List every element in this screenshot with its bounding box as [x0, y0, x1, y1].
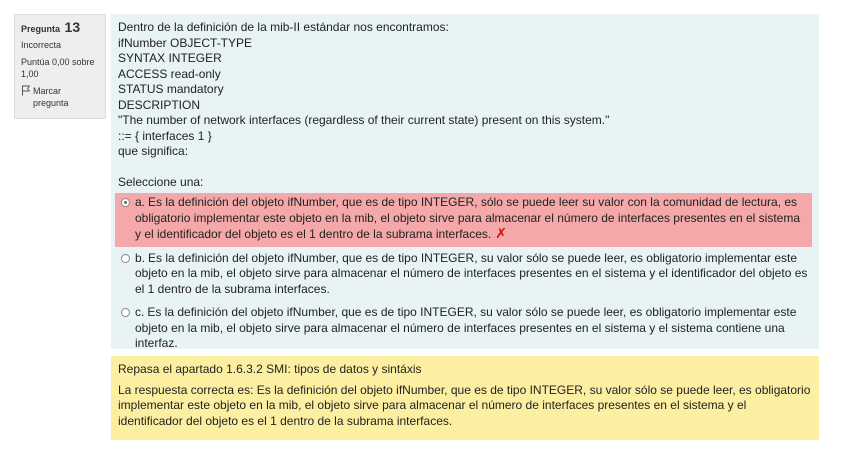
question-state: Incorrecta: [21, 40, 62, 50]
answer-options: [118, 193, 812, 356]
question-text: [118, 20, 812, 160]
option-text: Es la definición del objeto ifNumber, que es de tipo INTEGER, su valor sólo se puede leer, es obligatorio implementar este objeto en la mib, el objeto sirve para almacenar el número de interfaces presentes en el sistema y el sistema contiene una interfaz.: [135, 305, 797, 350]
answer-option-text: [135, 195, 809, 243]
question-feedback: [111, 356, 819, 440]
radio-button-c[interactable]: [121, 308, 130, 317]
answer-prompt: Seleccione una:: [118, 174, 204, 189]
question-text-line: DESCRIPTION: [118, 97, 201, 112]
radio-button-b[interactable]: [121, 254, 130, 263]
answer-option-c[interactable]: [118, 303, 812, 356]
answer-option-a[interactable]: [115, 193, 812, 247]
question-info-panel: [14, 14, 106, 119]
question-text-line: Dentro de la definición de la mib-II estándar nos encontramos:: [118, 20, 449, 34]
question-text-line: que significa:: [118, 144, 189, 158]
answer-option-text: [135, 305, 809, 352]
question-grade: Puntúa 0,00 sobre 1,00: [21, 57, 95, 79]
answer-option-text: [135, 251, 809, 298]
flag-icon: [21, 85, 31, 96]
incorrect-cross-icon: ✗: [495, 225, 507, 241]
option-text: Es la definición del objeto ifNumber, que es de tipo INTEGER, sólo se puede leer su valor con la comunidad de lectura, es obligatorio implementar este objeto en la mib, el objeto sirve para almacenar el número de interfaces presentes en el sistema y el identificador del objeto es el 1 dentro de la subrama interfaces.: [135, 195, 801, 241]
question-number: [21, 21, 99, 35]
question-text-line: ACCESS read-only: [118, 66, 221, 81]
flag-question-link[interactable]: [21, 85, 99, 109]
right-answer: La respuesta correcta es: Es la definición del objeto ifNumber, que es de tipo INTEGER, su valor sólo se puede leer, es obligatorio implementar este objeto en la mib, el objeto sirve para almacenar el número de interfaces presentes en el sistema y el identificador del objeto es el 1 dentro de la subrama interfaces.: [118, 382, 811, 428]
question-number-value: 13: [64, 19, 81, 35]
question-label: Pregunta: [21, 24, 61, 34]
question-text-line: ::= { interfaces 1 }: [118, 128, 212, 143]
option-text: Es la definición del objeto ifNumber, que es de tipo INTEGER, su valor sólo se puede leer, es obligatorio implementar este objeto en la mib, el objeto sirve para almacenar el número de interfaces presentes en el sistema y el identificador del objeto es el 1 dentro de la subrama interfaces.: [135, 250, 808, 296]
answer-option-b[interactable]: [118, 249, 812, 302]
option-letter: c.: [135, 305, 145, 319]
option-letter: b.: [135, 250, 146, 265]
question-text-line: SYNTAX INTEGER: [118, 51, 222, 65]
question-text-line: STATUS mandatory: [118, 82, 224, 96]
general-feedback: Repasa el apartado 1.6.3.2 SMI: tipos de datos y sintáxis: [118, 362, 422, 376]
question-text-line: ifNumber OBJECT-TYPE: [118, 35, 253, 50]
question-formulation: [111, 14, 819, 349]
option-letter: a.: [135, 195, 146, 209]
radio-button-a[interactable]: [121, 198, 130, 207]
question-text-line: "The number of network interfaces (regardless of their current state) present on this system.": [118, 113, 610, 127]
flag-question-label: Marcar pregunta: [33, 86, 69, 108]
